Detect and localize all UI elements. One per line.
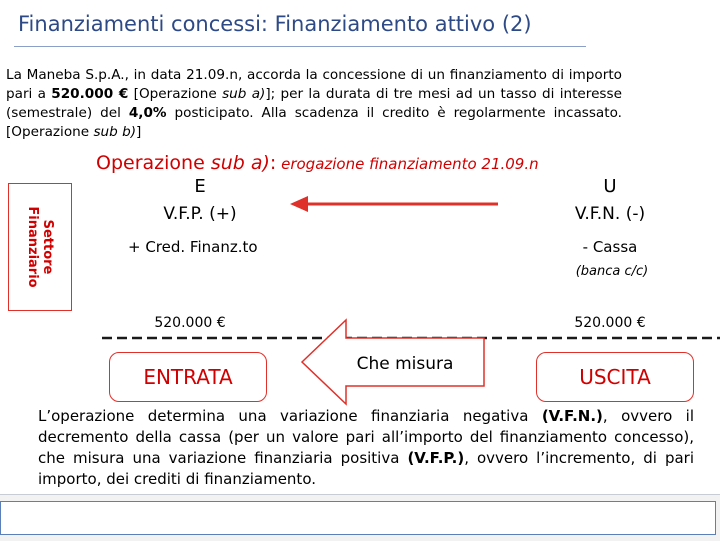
intro-op-a: sub a): [222, 86, 266, 102]
flow-arrow-head: [290, 196, 308, 212]
conclusion-text-2: , ovvero il decremento della cassa (per un valore pari all’importo del finanziamento concesso), che misura una variazione finanziaria positiva: [38, 407, 694, 467]
operation-heading-sub-label: sub a): [210, 152, 270, 174]
slide-title: Finanziamenti concessi: Finanziamento attivo (2): [18, 12, 532, 36]
intro-text-5: ]: [136, 124, 142, 140]
conclusion-text-3: , ovvero l’incremento, di pari importo, dei crediti di finanziamento.: [38, 449, 694, 488]
intro-text-1: La Maneba S.p.A., in data 21.09.n, accorda la concessione di un finanziamento di importo pari a: [6, 67, 622, 102]
intro-text-4: posticipato. Alla scadenza il credito è regolarmente incassato. [Operazione: [6, 105, 622, 140]
intro-text-2: [Operazione: [128, 86, 223, 102]
intro-rate: 4,0%: [128, 105, 167, 121]
conclusion-vfp: (V.F.P.): [407, 449, 465, 467]
conclusion-vfn: (V.F.N.): [541, 407, 603, 425]
uscita-letter: U: [603, 176, 617, 197]
right-amount: 520.000 €: [574, 315, 646, 331]
footer-frame: [0, 501, 716, 535]
sector-label-line1: Settore: [40, 219, 55, 275]
measure-label: Che misura: [356, 354, 454, 374]
operation-heading-main: Operazione sub a):: [96, 152, 277, 174]
operation-heading-sub: erogazione finanziamento 21.09.n: [276, 155, 539, 173]
conclusion-text-1: L’operazione determina una variazione finanziaria negativa: [38, 407, 542, 425]
intro-op-b: sub b): [93, 124, 137, 140]
conclusion-paragraph: [38, 406, 694, 490]
intro-amount: 520.000 €: [51, 86, 129, 102]
sector-label-line2: Finanziario: [25, 206, 40, 288]
vfn-label: V.F.N. (-): [574, 204, 646, 224]
cred-finanz-account: + Cred. Finanz.to: [128, 238, 258, 256]
banca-note: (banca c/c): [575, 264, 649, 279]
uscita-label: USCITA: [579, 365, 651, 389]
vfp-label: V.F.P. (+): [163, 204, 237, 224]
entrata-box: [109, 352, 267, 402]
left-amount: 520.000 €: [154, 315, 226, 331]
intro-text-3: ]; per la durata di tre mesi ad un tasso di interesse (semestrale) del: [6, 86, 622, 121]
entrata-label: ENTRATA: [143, 365, 233, 389]
footer-bar: [0, 494, 720, 541]
entrata-letter: E: [194, 176, 206, 197]
uscita-box: [536, 352, 694, 402]
cassa-account: - Cassa: [582, 238, 638, 256]
